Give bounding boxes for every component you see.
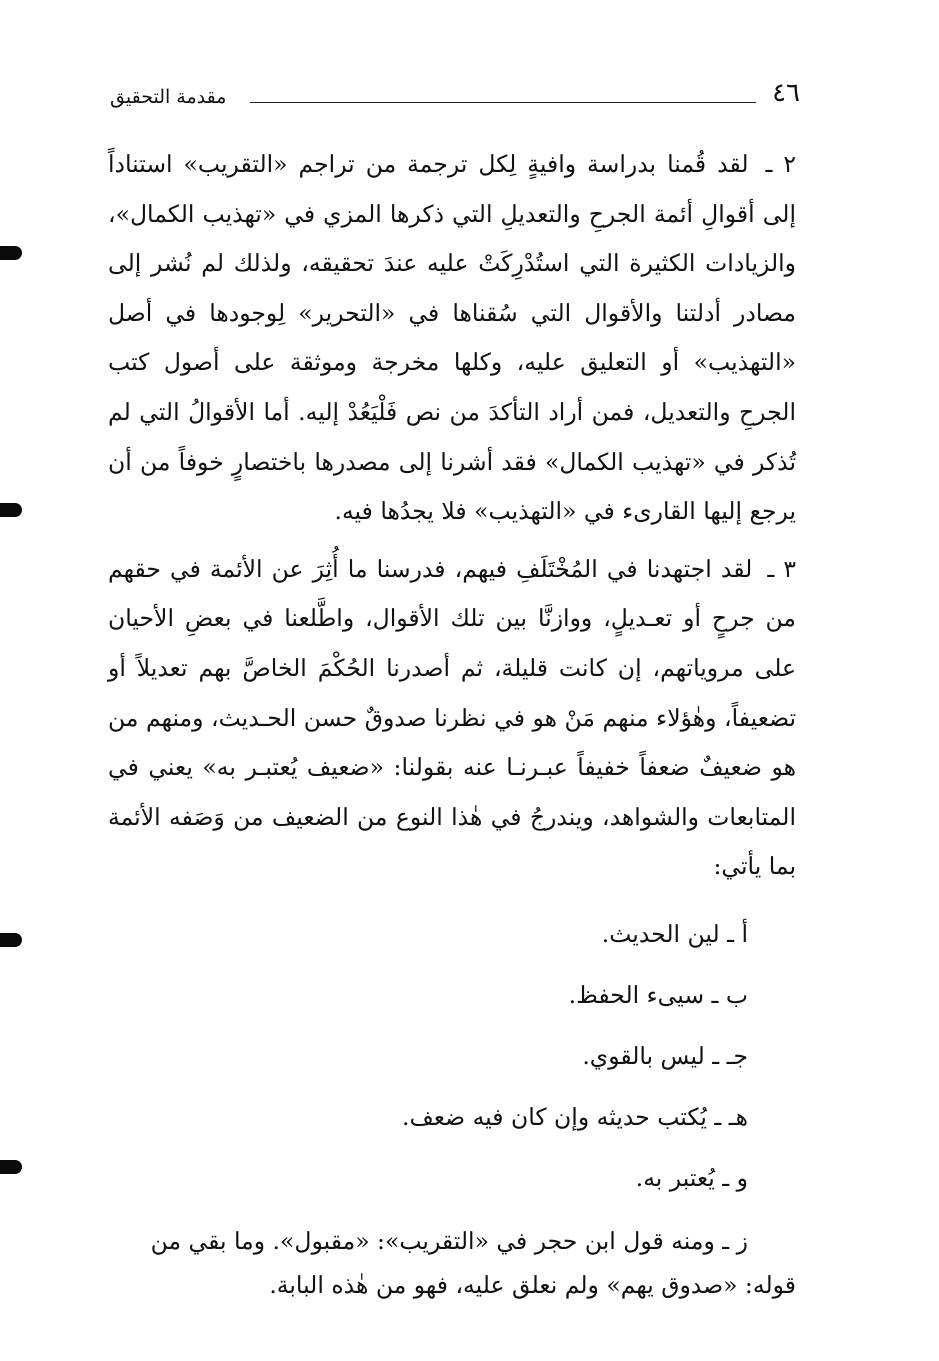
binding-mark: [0, 933, 22, 947]
page-number: ٤٦: [772, 78, 800, 108]
paragraph-3: [108, 545, 796, 892]
paragraph-text: لقد قُمنا بدراسة وافيةٍ لِكل ترجمة من تراجم «التقريب» استناداً إلى أقوالِ أئمة الجرحِ والتعديلِ التي ذكرها المزي في «تهذيب الكمال»، والزيادات الكثيرة التي استُدْرِكَتْ عليه عندَ تحقيقه، ولذلك لم نُشر إلى مصادر أدلتنا والأقوال التي سُقناها في «التحرير» لِوجودها في أصل «التهذيب» أو التعليق عليه، وكلها مخرجة وموثقة على أصول كتب الجرحِ والتعديل، فمن أراد التأكدَ من نص فَلْيَعُدْ إليه. أما الأقوالُ التي لم تُذكر في «تهذيب الكمال» فقد أشرنا إلى مصدرها باختصارٍ خوفاً من أن يرجع إليها القارىء في «التهذيب» فلا يجدُها فيه.: [108, 150, 796, 526]
binding-mark: [0, 503, 22, 517]
header-rule: [250, 102, 756, 103]
page-body: [108, 140, 796, 1330]
list-item: أ ـ لين الحديث.: [601, 919, 748, 948]
header-title: مقدمة التحقيق: [110, 86, 227, 108]
binding-mark: [0, 246, 22, 260]
paragraph-number: ٢ ـ: [765, 150, 796, 178]
list-item: جـ ـ ليس بالقوي.: [582, 1041, 748, 1070]
list-item: و ـ يُعتبر به.: [635, 1163, 748, 1192]
list-item: ب ـ سيىء الحفظ.: [568, 980, 748, 1009]
final-item: [108, 1219, 796, 1307]
list-item: هـ ـ يُكتب حديثه وإن كان فيه ضعف.: [402, 1102, 748, 1131]
binding-mark: [0, 1160, 22, 1174]
paragraph-number: ٣ ـ: [767, 554, 796, 583]
paragraph-text: لقد اجتهدنا في المُخْتَلَفِ فيهم، فدرسنا ما أُثِرَ عن الأئمة في حقهم من جرحٍ أو تعـديلٍ، ووازنَّا بين تلك الأقوال، واطَّلعنا في بعضِ الأحيان على مروياتهم، إن كانت قليلة، ثم أصدرنا الحُكْمَ الخاصَّ بهم تعديلاً أو تضعيفاً، وهٰؤلاء منهم مَنْ هو في نظرنا صدوقٌ حسن الحـديث، ومنهم من هو ضعيفٌ ضعفاً خفيفاً عبـرنـا عنه بقولنا: «ضعيف يُعتبـر به» يعني في المتابعات والشواهد، ويندرجُ في هٰذا النوع من الضعيف من وَصَفه الأئمة بما يأتي:: [108, 554, 796, 881]
running-header: [110, 78, 800, 114]
final-item-continuation: قوله: «صدوق يهم» ولم نعلق عليه، فهو من هٰذه البابة.: [269, 1270, 796, 1299]
final-item-lead: ز ـ ومنه قول ابن حجر في «التقريب»: «مقبول». وما بقي من: [150, 1226, 748, 1255]
paragraph-2: [108, 140, 796, 537]
weakness-terms-list: [108, 904, 796, 1209]
